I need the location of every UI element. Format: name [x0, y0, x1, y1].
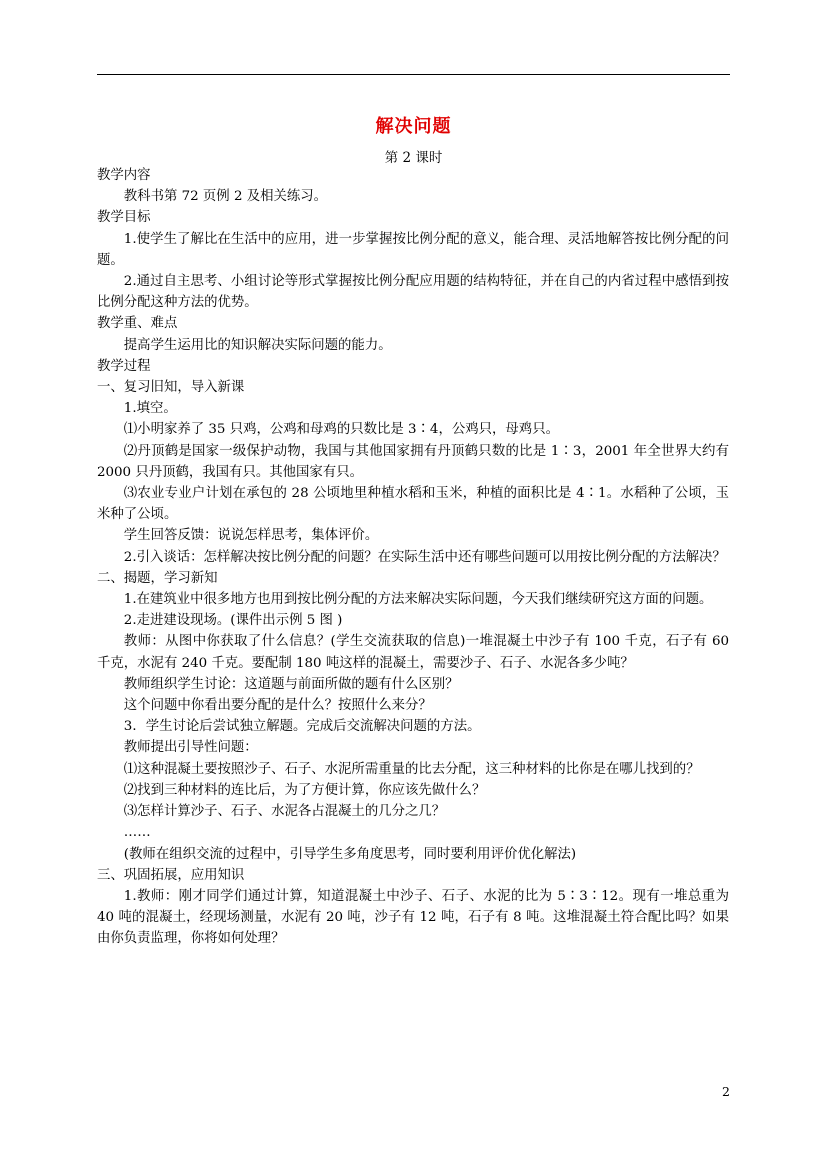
body-paragraph: 1.教师：刚才同学们通过计算，知道混凝土中沙子、石子、水泥的比为 5∶3∶12。现有一堆总重为 40 吨的混凝土，经现场测量，水泥有 20 吨，沙子有 12 吨，石子有 8 吨。这堆混凝土符合配比吗？如果由你负责监理，你将如何处理？ — [97, 888, 729, 947]
body-paragraph: 2.通过自主思考、小组讨论等形式掌握按比例分配应用题的结构特征，并在自己的内省过程中感悟到按比例分配这种方法的优势。 — [97, 274, 729, 311]
body-paragraph: 教师：从图中你获取了什么信息？(学生交流获取的信息)一堆混凝土中沙子有 100 千克，石子有 60 千克，水泥有 240 千克。要配制 180 吨这样的混凝土，需要沙子、石子、水泥各多少吨？ — [97, 634, 729, 671]
body-paragraph: …… — [123, 825, 151, 841]
body-paragraph: ⑴这种混凝土要按照沙子、石子、水泥所需重量的比去分配，这三种材料的比你是在哪儿找到的？ — [123, 761, 700, 777]
page-title: 解决问题 — [375, 116, 452, 137]
body-paragraph: 提高学生运用比的知识解决实际问题的能力。 — [123, 337, 392, 353]
section-heading: 三、巩固拓展，应用知识 — [97, 867, 245, 883]
body-paragraph: 1.填空。 — [123, 401, 177, 417]
lesson-body — [97, 165, 729, 950]
section-heading: 教学重、难点 — [97, 316, 178, 332]
section-heading: 教学过程 — [97, 358, 151, 374]
body-paragraph: 教师提出引导性问题： — [123, 740, 258, 756]
section-heading: 教学内容 — [97, 168, 151, 183]
body-paragraph: 2.走进建设现场。(课件出示例 5 图 ) — [123, 613, 343, 629]
body-paragraph: 教师组织学生讨论：这道题与前面所做的题有什么区别？ — [123, 676, 459, 692]
body-paragraph: ⑶怎样计算沙子、石子、水泥各占混凝土的几分之几？ — [123, 804, 446, 820]
section-heading: 教学目标 — [97, 210, 151, 226]
lesson-subtitle: 第 2 课时 — [384, 150, 443, 166]
page-number: 2 — [722, 1084, 730, 1099]
body-paragraph: 1.使学生了解比在生活中的应用，进一步掌握按比例分配的意义，能合理、灵活地解答按比例分配的问题。 — [97, 231, 729, 268]
body-paragraph: 3．学生讨论后尝试独立解题。完成后交流解决问题的方法。 — [123, 719, 481, 735]
body-paragraph: (教师在组织交流的过程中，引导学生多角度思考，同时要利用评价优化解法) — [123, 846, 577, 862]
body-paragraph: 学生回答反馈：说说怎样思考，集体评价。 — [123, 528, 379, 544]
body-paragraph: 教科书第 72 页例 2 及相关练习。 — [123, 189, 328, 205]
section-heading: 二、揭题，学习新知 — [97, 570, 218, 586]
body-paragraph: ⑵丹顶鹤是国家一级保护动物，我国与其他国家拥有丹顶鹤只数的比是 1∶3，2001 年全世界大约有 2000 只丹顶鹤，我国有只。其他国家有只。 — [97, 443, 729, 480]
header-rule — [97, 74, 730, 75]
body-paragraph: 这个问题中你看出要分配的是什么？按照什么来分？ — [123, 698, 432, 714]
body-paragraph: ⑴小明家养了 35 只鸡，公鸡和母鸡的只数比是 3∶4，公鸡只，母鸡只。 — [123, 422, 559, 438]
section-heading: 一、复习旧知，导入新课 — [97, 380, 245, 396]
body-paragraph: 2.引入谈话：怎样解决按比例分配的问题？在实际生活中还有哪些问题可以用按比例分配的方法解决？ — [123, 549, 726, 565]
body-paragraph: 1.在建筑业中很多地方也用到按比例分配的方法来解决实际问题，今天我们继续研究这方面的问题。 — [123, 592, 713, 608]
body-paragraph: ⑵找到三种材料的连比后，为了方便计算，你应该先做什么？ — [123, 782, 486, 798]
body-paragraph: ⑶农业专业户计划在承包的 28 公顷地里种植水稻和玉米，种植的面积比是 4∶1。水稻种了公顷，玉米种了公顷。 — [97, 486, 729, 523]
